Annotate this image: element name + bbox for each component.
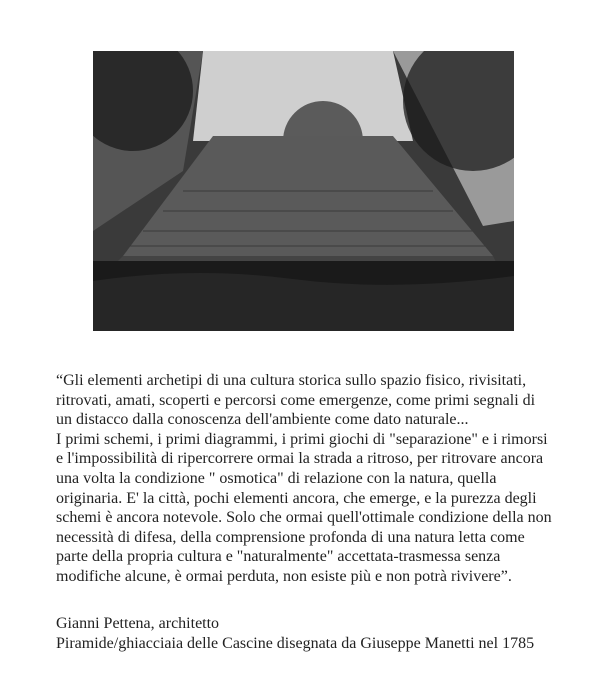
quote-line: una volta la condizione " osmotica" di relazione con la natura, quella bbox=[56, 469, 497, 487]
caption-author: Gianni Pettena, architetto bbox=[56, 615, 220, 632]
pyramid-photo bbox=[93, 51, 514, 331]
quote-line: schemi è ancora notevole. Solo che ormai quell'ottimale condizione della non bbox=[56, 509, 552, 527]
quote-text bbox=[56, 371, 552, 587]
quote-line: parte della propria cultura e "naturalmente" accettata-trasmessa senza bbox=[56, 548, 501, 566]
quote-line: e l'impossibilità di ripercorrere ormai la strada a ritroso, per ritrovare ancora bbox=[56, 450, 544, 468]
quote-line: I primi schemi, i primi diagrammi, i primi giochi di "separazione" e i rimorsi bbox=[56, 430, 548, 448]
quote-line: ritrovati, amati, scoperti e percorsi come emergenze, come primi segnali di bbox=[56, 391, 536, 409]
quote-line: “Gli elementi archetipi di una cultura storica sullo spazio fisico, rivisitati, bbox=[56, 372, 527, 389]
caption bbox=[56, 614, 534, 653]
caption-description: Piramide/ghiacciaia delle Cascine disegnata da Giuseppe Manetti nel 1785 bbox=[56, 634, 535, 652]
quote-line: modifiche alcune, è ormai perduta, non esiste più e non potrà rivivere”. bbox=[56, 567, 512, 585]
quote-line: un distacco dalla conoscenza dell'ambiente come dato naturale... bbox=[56, 411, 469, 429]
photo-graphic bbox=[93, 51, 514, 331]
quote-line: necessità di difesa, della comprensione profonda di una natura letta come bbox=[56, 528, 525, 546]
quote-line: originaria. E' la città, pochi elementi ancora, che emerge, e la purezza degli bbox=[56, 489, 537, 507]
